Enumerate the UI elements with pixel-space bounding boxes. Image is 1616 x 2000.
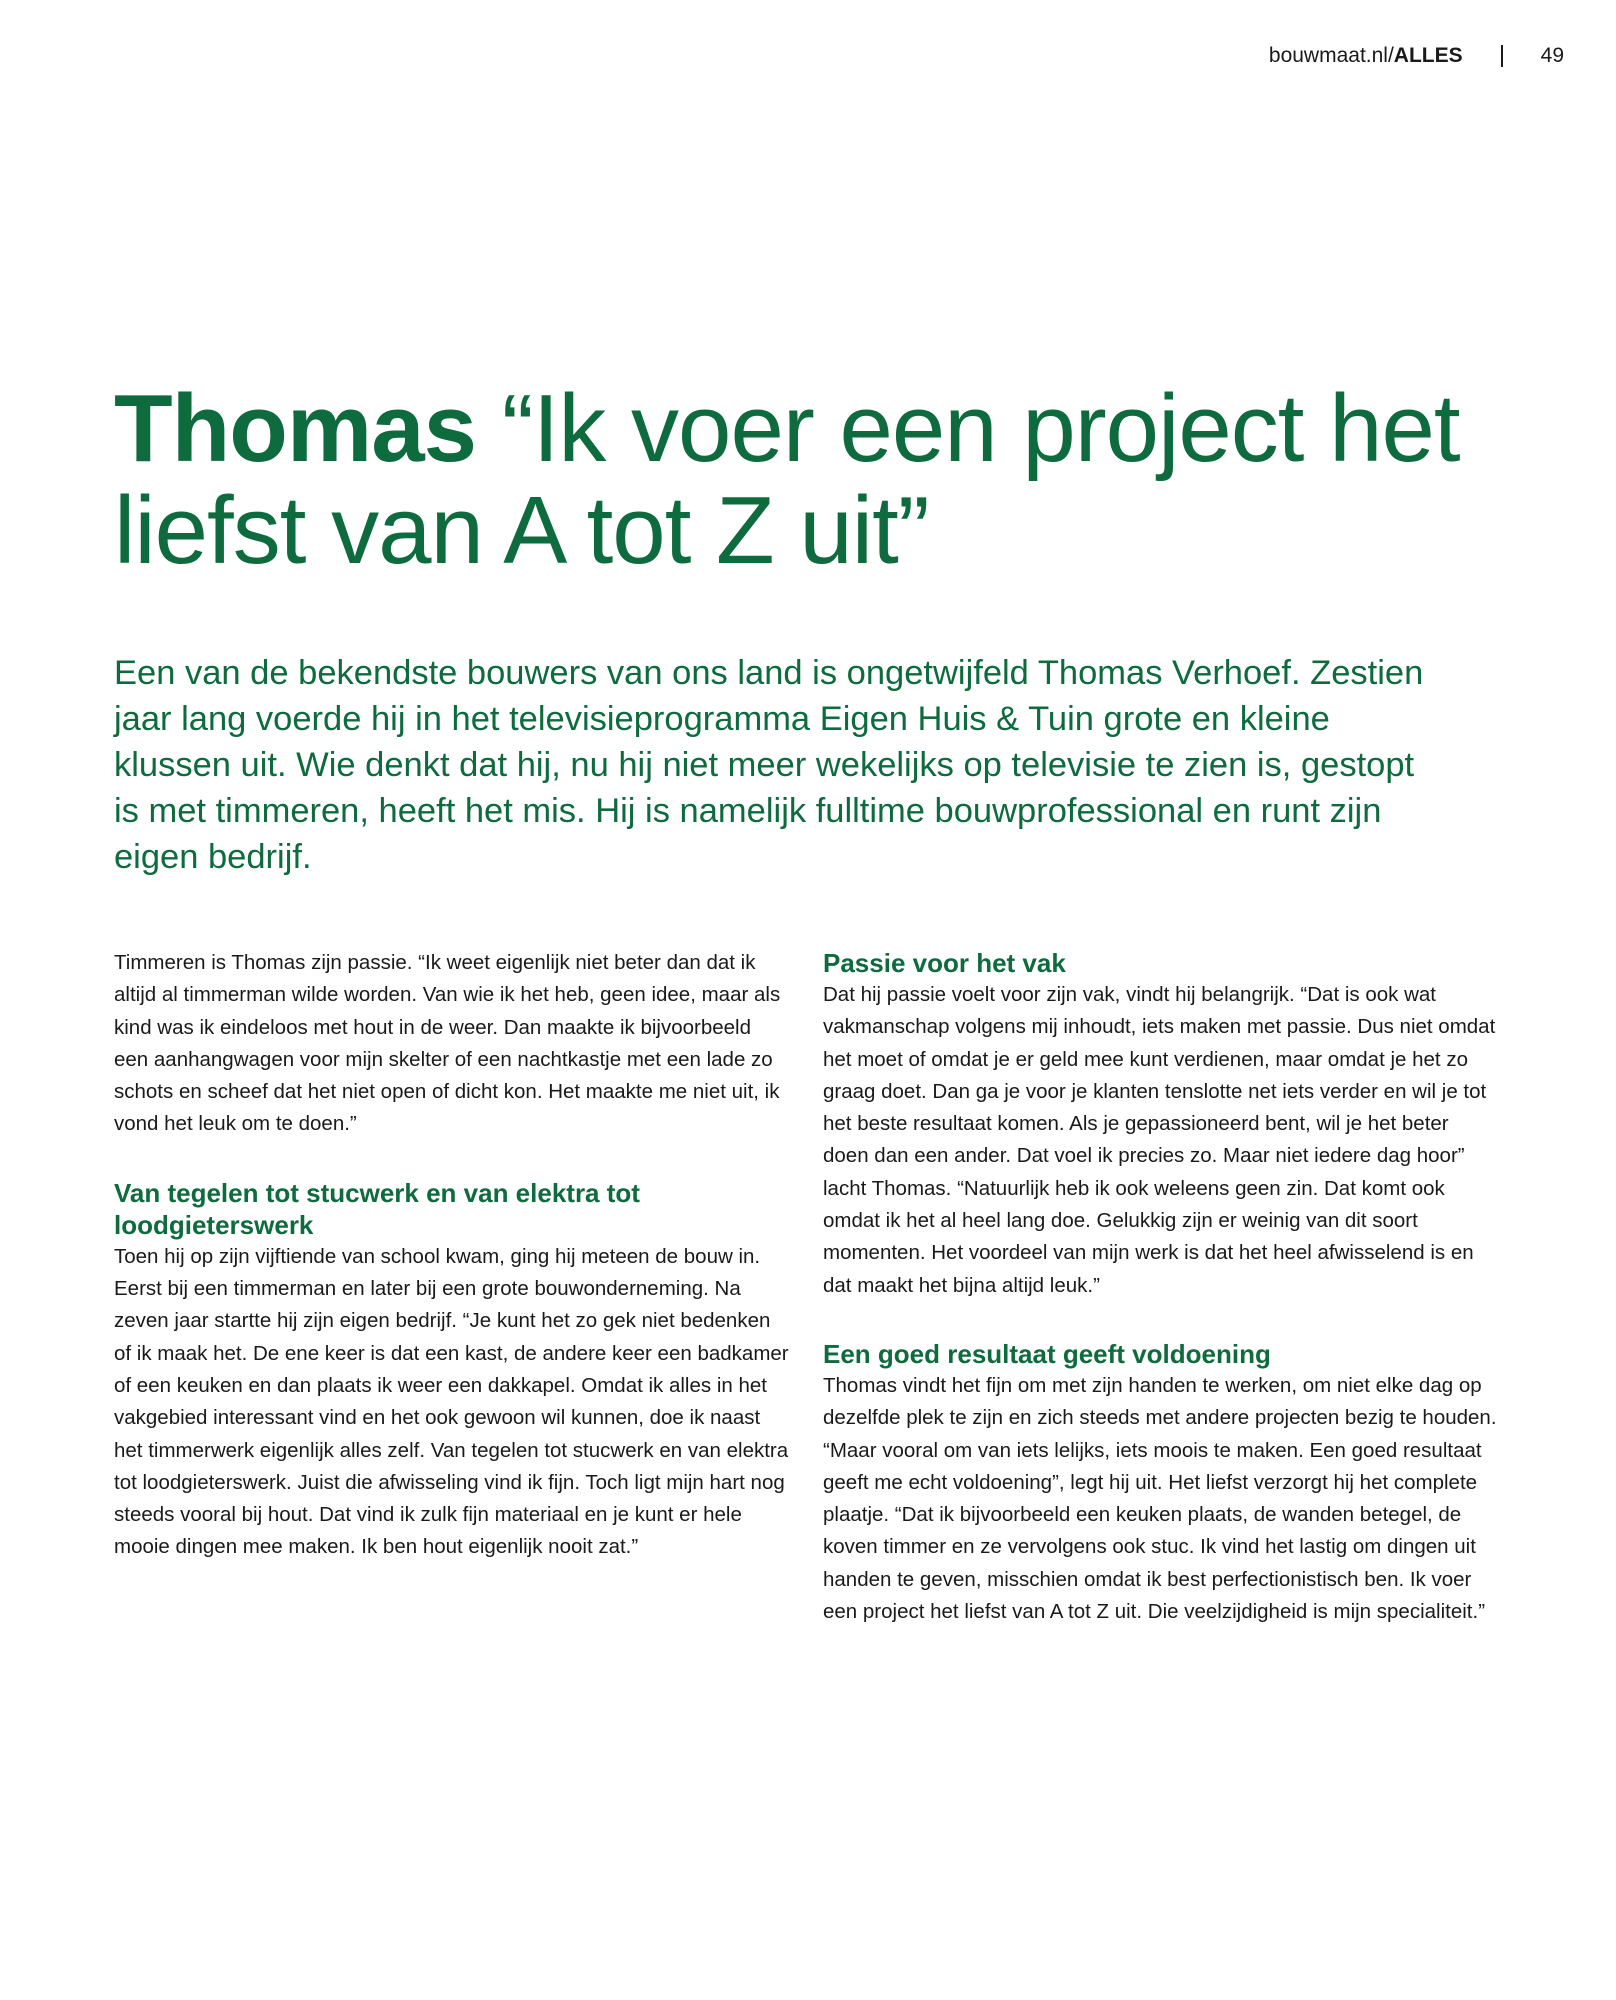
left-column — [114, 947, 790, 1564]
site-url — [1269, 44, 1463, 68]
right-paragraph-2: Thomas vindt het fijn om met zijn handen te werken, om niet elke dag op dezelfde plek te zijn en zich steeds met andere projecten bezig te houden. “Maar vooral om van iets lelijks, iets moois te maken. Een goed resultaat geeft me echt voldoening”, legt hij uit. Het liefst verzorgt hij het complete plaatje. “Dat ik bijvoorbeeld een keuken plaats, de wanden betegel, de koven timmer en ze vervolgens ook stuc. Ik vind het lastig om dingen uit handen te geven, misschien omdat ik best perfectionistisch ben. Ik voer een project het liefst van A tot Z uit. Die veelzijdigheid is mijn specialiteit.” — [823, 1373, 1497, 1624]
right-subheading-2: Een goed resultaat geeft voldoening — [823, 1338, 1271, 1369]
site-url-prefix: bouwmaat.nl/ — [1268, 44, 1394, 67]
site-url-section: ALLES — [1393, 44, 1463, 67]
left-paragraph-2: Toen hij op zijn vijftiende van school kwam, ging hij meteen de bouw in. Eerst bij een timmerman en later bij een grote bouwonderneming. Na zeven jaar startte hij zijn eigen bedrijf. “Je kunt het zo gek niet bedenken of ik maak het. De ene keer is dat een kast, de andere keer een badkamer of een keuken en dan plaats ik weer een dakkapel. Omdat ik alles in het vakgebied interessant vind en het ook gewoon wil kunnen, doe ik naast het timmerwerk eigenlijk alles zelf. Van tegelen tot stucwerk en van elektra tot loodgieterswerk. Juist die afwisseling vind ik fijn. Toch ligt mijn hart nog steeds vooral bij hout. Dat vind ik zulk fijn materiaal en je kunt er hele mooie dingen mee maken. Ik ben hout eigenlijk nooit zat.” — [114, 1244, 789, 1559]
article-title-quote: “Ik voer een project het liefst van A tot Z uit” — [114, 375, 1460, 584]
right-paragraph-1: Dat hij passie voelt voor zijn vak, vindt hij belangrijk. “Dat is ook wat vakmanschap volgens mij inhoudt, iets maken met passie. Dus niet omdat het moet of omdat je er geld mee kunt verdienen, maar omdat je het zo graag doet. Dan ga je voor je klanten tenslotte net iets verder en wil je tot het beste resultaat komen. Als je gepassioneerd bent, wil je het beter doen dan een ander. Dat voel ik precies zo. Maar niet iedere dag hoor” lacht Thomas. “Natuurlijk heb ik ook weleens geen zin. Dat komt ook omdat ik het al heel lang doe. Gelukkig zijn er weinig van dit soort momenten. Het voordeel van mijn werk is dat het heel afwisselend is en dat maakt het bijna altijd leuk.” — [823, 983, 1496, 1297]
article-title-name: Thomas — [114, 375, 477, 482]
right-column — [823, 947, 1499, 1628]
header-divider — [1501, 45, 1503, 67]
article-title — [114, 375, 1534, 584]
left-paragraph-1: Timmeren is Thomas zijn passie. “Ik weet eigenlijk niet beter dan dat ik altijd al timmerman wilde worden. Van wie ik het heb, geen idee, maar als kind was ik eindeloos met hout in de weer. Dan maakte ik bijvoorbeeld een aanhangwagen voor mijn skelter of een nachtkastje met een lade zo schots en scheef dat het niet open of dicht kon. Het maakte me niet uit, ik vond het leuk om te doen.” — [114, 951, 781, 1136]
page-number: 49 — [1540, 44, 1564, 67]
article-intro: Een van de bekendste bouwers van ons land is ongetwijfeld Thomas Verhoef. Zestien jaar lang voerde hij in het televisieprogramma Eigen Huis & Tuin grote en kleine klussen uit. Wie denkt dat hij, nu hij niet meer wekelijks op televisie te zien is, gestopt is met timmeren, heeft het mis. Hij is namelijk fulltime bouwprofessional en runt zijn eigen bedrijf. — [114, 654, 1424, 876]
left-subheading-1: Van tegelen tot stucwerk en van elektra tot loodgieterswerk — [114, 1177, 640, 1240]
right-subheading-1: Passie voor het vak — [823, 948, 1066, 978]
running-head — [1269, 44, 1564, 68]
